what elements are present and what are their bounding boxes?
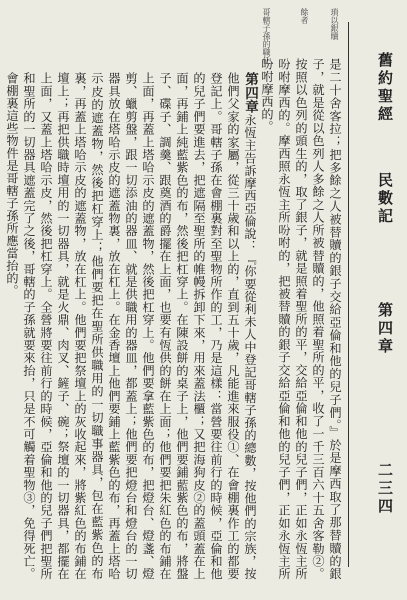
paragraph-2-text: 永恆主告訴摩西亞倫說：『你要從利未人中登記哥轄子孫的總數，按他們的宗族，按他們父家的家屬，從三十歲和以上的，直到五十歲，凡能進來服役①、在會棚裏作工的都要登記上。哥轄子孫在會棚裏對至聖物所作的工，乃是這樣：當營要往前行的時候，亞倫和他的兒子們要進去，把遮隔至聖所的帷幔拆卸下來，用來蓋法櫃；又把海狗皮②的蓋頭蓋在上面，再鋪上純藍紫色的布，然後把杠穿上。在陳設餅的桌子上，他們要鋪藍紫色的布，將盤子、碟子、調羹、跟奠酒的爵擺在上面，也要有恆供的餅在上面；他們要把朱紅色的布鋪在上面，再蓋上塔哈示皮的遮蓋物，然後把杠穿上。他們要拿藍紫色的布，把燈台、燈盞、燈剪、蠟剪盤，跟一切添油的器皿、就是供職用的器皿，都蓋上；他們要把燈台和燈台的一切器具放在塔哈示皮的遮蓋物裏，放在杠上。在金香壇上他們要鋪上藍紫色的布，再蓋上塔哈示皮的遮蓋物，然後把杠穿上；他們要把在聖所供職用的一切職事器具，包在藍紫色的布裏，再蓋上塔哈示皮的遮蓋物，放在杠上。他們要把祭壇上的灰收起來，將紫紅色的布鋪在壇上；再把供職時壇用的一切器具，就是火鼎、肉叉、鏟子、碗；祭壇的一切器具，都擺在上面，又蓋上塔哈示皮，然後把杠穿上。全營將要往前行的時候，亞倫和他的兒子們把聖所和聖所的一切器具遮蓋完了之後，哥轄的子孫就要來抬，只是不可觸着聖物③，免得死亡。會棚裏這些物件是哥轄子孫所應當抬的。 xyxy=(5,72,257,580)
page-number: 二三四 xyxy=(376,462,394,516)
paragraph-1: 是二十舍客拉；把多餘之人被替贖的銀子交給亞倫和他的兒子們。』於是摩西取了那替贖的銀子，就是從以色列人多餘之人所被替贖的，他照着聖所的平，收了一千三百六十五舍客勒②。按照以色列的頭生的，取了銀子，就是照着聖所的平，交給亞倫和他的兒子們，正如永恆主所吩咐摩西的。摩西照永恆主所吩咐的，把被替贖的銀子交給亞倫和他的兒子們，正如永恆主所吩咐摩西的。 xyxy=(260,58,342,580)
running-chapter: 第四章 xyxy=(376,302,394,356)
book-title: 舊約聖經 xyxy=(376,52,394,124)
paragraph-2 xyxy=(3,72,258,580)
margin-note-kohath-duties: 哥轄子孫的職任 xyxy=(262,8,271,64)
header-divider xyxy=(348,22,349,567)
main-text xyxy=(5,58,343,580)
margin-note-remainder: 餘者 xyxy=(300,8,309,24)
running-header xyxy=(356,52,396,522)
book-name: 民數記 xyxy=(376,172,394,226)
chapter-heading: 第四章 xyxy=(242,72,258,114)
margin-note-silver-redemption: 瑣以銀贖 xyxy=(330,8,339,40)
